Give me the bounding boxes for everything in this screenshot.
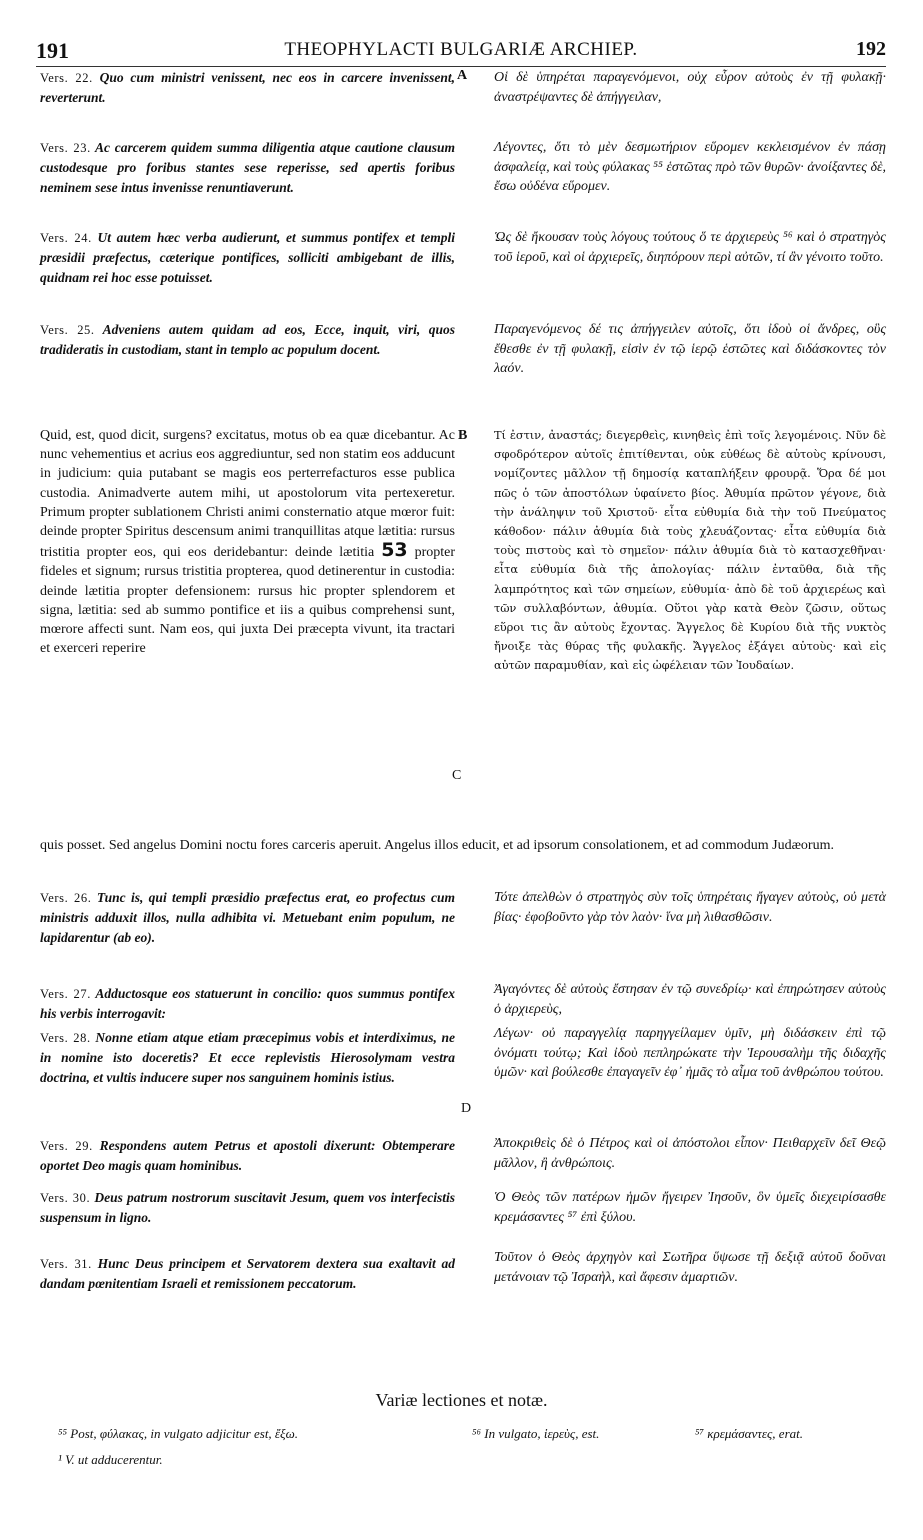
note-56: ⁵⁶ In vulgato, ἱερεὺς, est. bbox=[472, 1426, 600, 1441]
greek-verse-26: Τότε ἀπελθὼν ὁ στρατηγὸς σὺν τοῖς ὑπηρέταις ἤγαγεν αὐτοὺς, οὐ μετὰ βίας· ἐφοβοῦντο γὰρ τὸν λαὸν· ἵνα μὴ λιθασθῶσιν. bbox=[494, 890, 886, 925]
greek-verses-bottom bbox=[494, 888, 886, 1287]
latin-verse-31: Vers. 31. Hunc Deus principem et Servatorem dextera sua exaltavit ad dandam pœnitentiam Israeli et remissionem peccatorum. bbox=[40, 1256, 456, 1292]
page-number-left: 191 bbox=[36, 38, 69, 63]
notes-title: Variæ lectiones et notæ. bbox=[375, 1390, 548, 1410]
column-number-53: 53 bbox=[381, 539, 408, 562]
note-57: ⁵⁷ κρεμάσαντες, erat. bbox=[695, 1426, 803, 1441]
greek-verse-23: Λέγοντες, ὅτι τὸ μὲν δεσμωτήριον εὕρομεν κεκλεισμένον ἐν πάσῃ ἀσφαλείᾳ, καὶ τοὺς φύλακας ⁵⁵ ἑστῶτας πρὸ τῶν θυρῶν· ἀνοίξαντες δὲ, ἔσω οὐδένα εὕρομεν. bbox=[494, 140, 886, 195]
greek-commentary bbox=[494, 426, 886, 676]
latin-verse-27: Vers. 27. Adductosque eos statuerunt in concilio: quos summus pontifex his verbis interrogavit: bbox=[40, 986, 456, 1022]
note-1: ¹ V. ut adducerentur. bbox=[58, 1452, 163, 1467]
greek-verse-30: Ὁ Θεὸς τῶν πατέρων ἡμῶν ἤγειρεν Ἰησοῦν, ὃν ὑμεῖς διεχειρίσασθε κρεμάσαντες ⁵⁷ ἐπὶ ξύλου. bbox=[494, 1190, 886, 1225]
latin-verse-23: Vers. 23. Ac carcerem quidem summa diligentia atque cautione clausum custodesque pro foribus stantes sese reperisse, sed apertis foribus neminem sese intus invenisse renuntiaverunt. bbox=[40, 140, 455, 195]
margin-marker-b: B bbox=[458, 428, 468, 443]
latin-commentary-text: Quid, est, quod dicit, surgens? excitatus, motus ob ea quæ dicebantur. Ac nunc vehementius et acrius eos aggrediuntur, sed non statim eos adducunt in judicium: quia putabant se magis eos perterrefacturos esse publica custodia. Animadverte autem mihi, ut apostolorum vita pertexeretur. Primum propter sublationem Christi animi consternatio atque mœror fuit: deinde propter Spiritus descensum animi tranquillitas atque lætitia: rursus tristitia propter eos, qui eos deridebantur: deinde lætitia 53 propter fideles et signum; rursus tristitia propterea, quod detinerentur in custodia: deinde lætitia propter defensionem: rursus hic propter splendorem et signa, lætitia: sed ab summo pontifice et iis a quibus comprehensi sunt, mœrore affecti sunt. Nam eos, qui juxta Dei præcepta vivunt, ita tractari et exerceri reperire bbox=[40, 428, 456, 657]
page-header bbox=[36, 36, 886, 67]
latin-verse-26: Vers. 26. Tunc is, qui templi præsidio præfectus erat, eo profectus cum ministris adduxit illos, nulla adhibita vi. Metuebant enim populum, ne lapidarentur (ab eo). bbox=[40, 890, 456, 945]
latin-verse-25: Vers. 25. Adveniens autem quidam ad eos, Ecce, inquit, viri, quos tradideratis in custodiam, stant in templo ac populum docent. bbox=[40, 322, 456, 358]
greek-verse-31: Τοῦτον ὁ Θεὸς ἀρχηγὸν καὶ Σωτῆρα ὕψωσε τῇ δεξιᾷ αὐτοῦ δοῦναι μετάνοιαν τῷ Ἰσραὴλ, καὶ ἄφεσιν ἁμαρτιῶν. bbox=[494, 1250, 886, 1285]
margin-marker-d: D bbox=[461, 1101, 472, 1116]
latin-verse-29: Vers. 29. Respondens autem Petrus et apostoli dixerunt: Obtemperare oportet Deo magis quam hominibus. bbox=[40, 1138, 455, 1174]
greek-commentary-text: Τί ἐστιν, ἀναστάς; διεγερθεὶς, κινηθεὶς ἐπὶ τοῖς λεγομένοις. Νῦν δὲ σφοδρότερον αὐτοῖς ἐπιτίθενται, οὐκ εὐθέως δὲ αὐτοὺς κρίνουσι, νομίζοντες μᾶλλον τῇ δημοσίᾳ καταπλήξειν φρουρᾷ. Ὅρα δέ μοι πῶς ὁ τῶν ἀποστόλων ὑφαίνετο βίος. Ἀθυμία πρῶτον γέγονε, διὰ τὴν ἀνάληψιν τοῦ Χριστοῦ· εἶτα εὐθυμία διὰ τὴν τοῦ Πνεύματος κάθοδον· πάλιν ἀθυμία διὰ τοὺς χλευάζοντας· εἶτα εὐθυμία διὰ τοὺς πιστοὺς καὶ τὸ σημεῖον· πάλιν ἀθυμία διὰ τὸ κατασχεθῆναι· εἶτα εὐθυμία διὰ τῆς ἀπολογίας· πάλιν ἐνταῦθα, διὰ τῆς λαμπρότητος καὶ τῶν σημείων, εὐθυμία· ἀπὸ δὲ τοῦ ἀρχιερέως καὶ τῶν συλλαβόντων, ἀθυμία. Οὕτοι γὰρ κατὰ Θεὸν ζῶσιν, οὕτως εὕροι τις ἂν αὐτοὺς ἔχοντας. Ἄγγελος δὲ Κυρίου διὰ τῆς νυκτὸς ἤνοιξε τὰς θύρας τῆς φυλακῆς. Ἄγγελος ἐξάγει αὐτοὺς· καὶ εἰς αὐτῶν παραμυθίαν, καὶ εἰς ὠφέλειαν τῶν Ἰουδαίων. bbox=[494, 428, 886, 673]
notes-line-1 bbox=[40, 1424, 886, 1444]
notes-line-2 bbox=[40, 1450, 886, 1470]
greek-verses-top bbox=[494, 68, 886, 379]
latin-commentary-continued: quis posset. Sed angelus Domini noctu fores carceris aperuit. Angelus illos educit, et ad ipsorum consolationem, et ad commodum Judæorum. bbox=[40, 838, 834, 853]
greek-verse-28: Λέγων· οὐ παραγγελίᾳ παρηγγείλαμεν ὑμῖν, μὴ διδάσκειν ἐπὶ τῷ ὀνόματι τούτῳ; Καὶ ἰδοὺ πεπληρώκατε τὴν Ἱερουσαλὴμ τῆς διδαχῆς ὑμῶν· καὶ βούλεσθε ἐπαγαγεῖν ἐφ᾽ ἡμᾶς τὸ αἷμα τοῦ ἀνθρώπου τούτου. bbox=[494, 1026, 886, 1081]
latin-verse-28: Vers. 28. Nonne etiam atque etiam præcepimus vobis et interdiximus, ne in nomine isto doceretis? Et ecce replevistis Hierosolymam vestra doctrina, et vultis inducere super nos sanguinem hominis istius. bbox=[40, 1030, 455, 1085]
greek-verse-24: Ὡς δὲ ἤκουσαν τοὺς λόγους τούτους ὅ τε ἀρχιερεὺς ⁵⁶ καὶ ὁ στρατηγὸς τοῦ ἱεροῦ, καὶ οἱ ἀρχιερεῖς, διηπόρουν περὶ αὐτῶν, τί ἂν γένοιτο τοῦτο. bbox=[494, 230, 886, 265]
greek-verse-25: Παραγενόμενος δέ τις ἀπήγγειλεν αὐτοῖς, ὅτι ἰδοὺ οἱ ἄνδρες, οὓς ἔθεσθε ἐν τῇ φυλακῇ, εἰσὶν ἐν τῷ ἱερῷ ἑστῶτες καὶ διδάσκοντες τὸν λαόν. bbox=[494, 322, 886, 377]
latin-verses-bottom bbox=[40, 888, 455, 1294]
latin-verses-top bbox=[40, 68, 455, 360]
running-title: THEOPHYLACTI BULGARIÆ ARCHIEP. bbox=[284, 39, 638, 60]
greek-verse-27: Ἀγαγόντες δὲ αὐτοὺς ἔστησαν ἐν τῷ συνεδρίῳ· καὶ ἐπηρώτησεν αὐτοὺς ὁ ἀρχιερεὺς, bbox=[494, 982, 886, 1017]
latin-verse-22: Vers. 22. Quo cum ministri venissent, nec eos in carcere invenissent, reverterunt. bbox=[40, 70, 456, 106]
margin-marker-c: C bbox=[452, 768, 462, 783]
latin-verse-30: Vers. 30. Deus patrum nostrorum suscitavit Jesum, quem vos interfecistis suspensum in ligno. bbox=[40, 1190, 456, 1226]
greek-verse-22: Οἱ δὲ ὑπηρέται παραγενόμενοι, οὐχ εὗρον αὐτοὺς ἐν τῇ φυλακῇ· ἀναστρέψαντες δὲ ἀπήγγειλαν, bbox=[494, 70, 886, 105]
margin-marker-a: A bbox=[457, 68, 468, 83]
greek-verse-29: Ἀποκριθεὶς δὲ ὁ Πέτρος καὶ οἱ ἀπόστολοι εἶπον· Πειθαρχεῖν δεῖ Θεῷ μᾶλλον, ἢ ἀνθρώποις. bbox=[494, 1136, 886, 1171]
latin-commentary bbox=[40, 426, 455, 658]
page-number-right: 192 bbox=[856, 38, 886, 60]
latin-verse-24: Vers. 24. Ut autem hæc verba audierunt, et summus pontifex et templi præsidii præfectus, cæterique pontifices, solliciti ambigebant de illis, quidnam rei hoc esse potuisset. bbox=[40, 230, 456, 285]
note-55: ⁵⁵ Post, φύλακας, in vulgato adjicitur est, ἔξω. bbox=[58, 1426, 299, 1441]
